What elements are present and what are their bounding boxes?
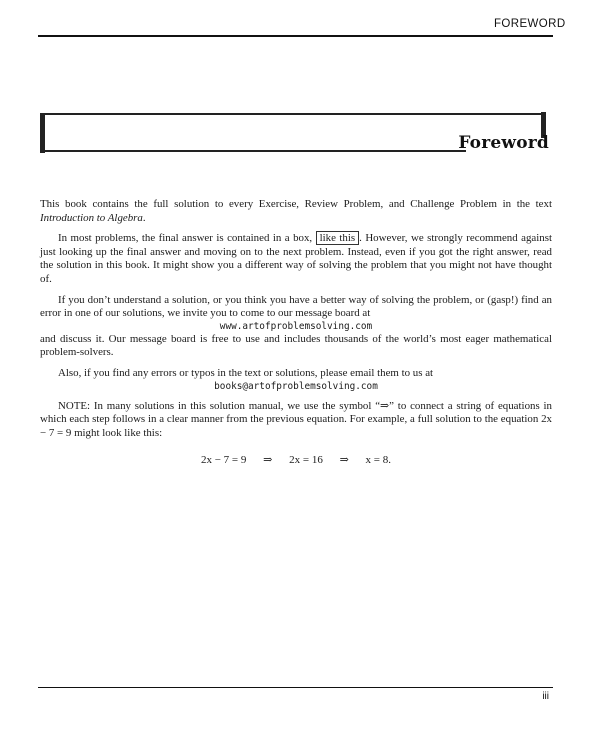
footer-rule bbox=[38, 687, 553, 688]
paragraph-note: NOTE: In many solutions in this solution manual, we use the symbol “⇒” to connect a string of equations in which each step follows in a clear manner from the previous equation. For example, a full solution to the equation 2x − 7 = 9 might look like this: bbox=[40, 399, 552, 439]
intro-end: . bbox=[142, 211, 146, 224]
errata-text: Also, if you find any errors or typos in the text or solutions, please email them to us at bbox=[58, 366, 434, 379]
paragraph-boxed-answers bbox=[40, 232, 552, 286]
page-number: iii bbox=[542, 691, 549, 702]
running-head: FOREWORD bbox=[494, 18, 566, 30]
book-title: Introduction to Algebra bbox=[40, 211, 143, 224]
chapter-title: Foreword bbox=[458, 133, 549, 153]
implies-arrow-2: ⇒ bbox=[339, 454, 349, 467]
website-url: www.artofproblemsolving.com bbox=[219, 320, 373, 332]
chapter-box-left-bar bbox=[40, 113, 45, 153]
message-board-text: If you don’t understand a solution, or you think you have a better way of solving the problem, or (gasp!) find an error in one of our solutions, we invite you to come to our message board at bbox=[40, 293, 552, 320]
paragraph-message-board bbox=[40, 294, 552, 333]
paragraph-message-board-continued: and discuss it. Our message board is free to use and includes thousands of the world’s most eager mathematical problem-solvers. bbox=[40, 332, 552, 359]
paragraph-intro bbox=[40, 198, 552, 225]
foreword-body bbox=[40, 198, 552, 468]
chapter-box-top-line bbox=[40, 113, 545, 115]
example-equation bbox=[40, 454, 552, 468]
intro-text: This book contains the full solution to every Exercise, Review Problem, and Challenge Problem in the text bbox=[40, 198, 552, 210]
implies-arrow-1: ⇒ bbox=[263, 454, 273, 467]
email-address: books@artofproblemsolving.com bbox=[214, 380, 378, 392]
boxed-intro-text: In most problems, the final answer is contained in a box, bbox=[58, 232, 316, 245]
paragraph-errata bbox=[40, 367, 552, 393]
equation-step-1: 2x − 7 = 9 bbox=[200, 454, 247, 467]
boxed-after-text: . However, we strongly recommend against just looking up the final answer and moving on to the next problem. Instead, even if you got the right answer, read the solution in this book. It might show you a different way of solving the problem that you might not have thought of. bbox=[40, 232, 552, 285]
chapter-box-bottom-line bbox=[42, 150, 466, 152]
equation-step-3: x = 8. bbox=[365, 454, 392, 467]
boxed-example: like this bbox=[316, 231, 360, 245]
equation-step-2: 2x = 16 bbox=[289, 454, 323, 467]
header-rule bbox=[38, 35, 553, 37]
